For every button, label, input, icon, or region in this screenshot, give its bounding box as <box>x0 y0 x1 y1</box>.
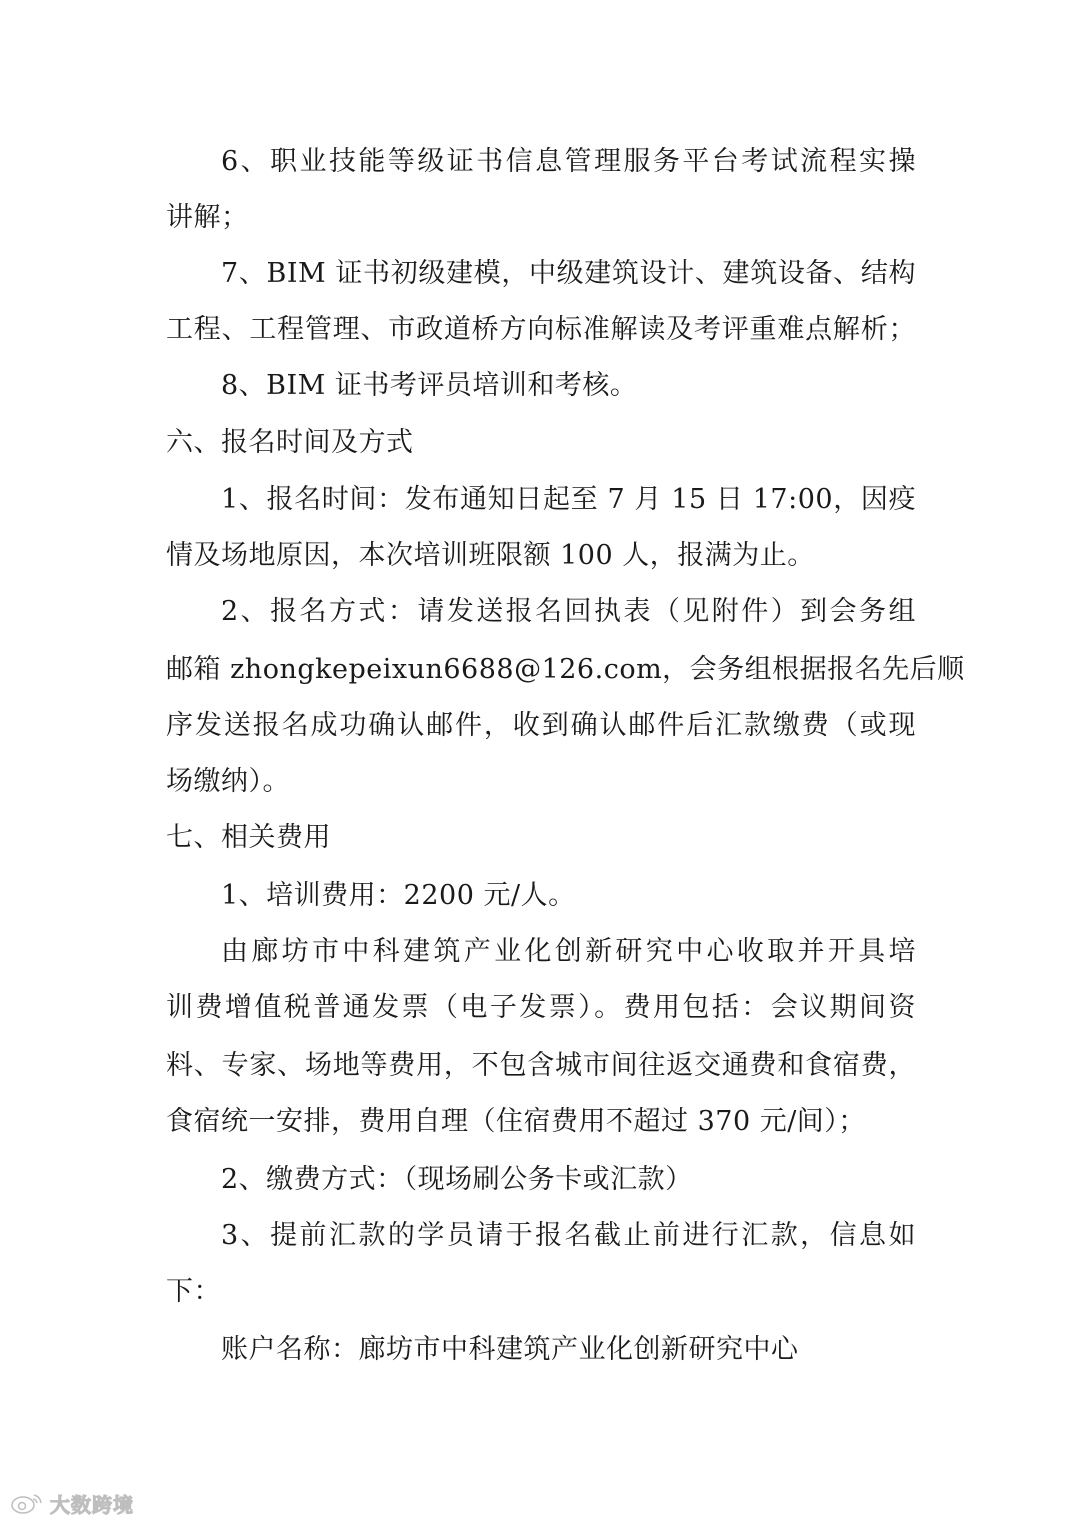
text-line-item6-cont: 讲解； <box>166 202 249 233</box>
text-line-registration-time-cont: 情及场地原因，本次培训班限额 100 人，报满为止。 <box>166 540 815 571</box>
text-line-registration-method: 2、报名方式：请发送报名回执表（见附件）到会务组 <box>221 596 916 627</box>
text-line-invoice-cont-2: 料、专家、场地等费用，不包含城市间往返交通费和食宿费， <box>166 1050 916 1081</box>
text-line-advance-payment: 3、提前汇款的学员请于报名截止前进行汇款，信息如 <box>221 1220 916 1251</box>
text-line-payment-method: 2、缴费方式：（现场刷公务卡或汇款） <box>221 1164 693 1195</box>
text-line-registration-email: 邮箱 zhongkepeixun6688@126.com，会务组根据报名先后顺 <box>166 654 965 685</box>
watermark <box>10 1488 134 1518</box>
section-heading-registration: 六、报名时间及方式 <box>166 427 414 458</box>
text-line-registration-time: 1、报名时间：发布通知日起至 7 月 15 日 17:00，因疫 <box>221 484 916 515</box>
text-line-registration-confirm: 序发送报名成功确认邮件，收到确认邮件后汇款缴费（或现 <box>166 710 916 741</box>
text-line-registration-onsite: 场缴纳）。 <box>166 766 290 797</box>
text-line-item6: 6、职业技能等级证书信息管理服务平台考试流程实操 <box>221 146 916 177</box>
section-heading-fees: 七、相关费用 <box>166 822 331 853</box>
text-line-item8: 8、BIM 证书考评员培训和考核。 <box>221 370 638 401</box>
text-line-item7-cont: 工程、工程管理、市政道桥方向标准解读及考评重难点解析； <box>166 314 916 345</box>
text-line-training-fee: 1、培训费用：2200 元/人。 <box>221 880 576 911</box>
text-line-advance-payment-cont: 下： <box>166 1276 221 1307</box>
watermark-text: 大数跨境 <box>50 1492 134 1517</box>
text-line-account-name: 账户名称：廊坊市中科建筑产业化创新研究中心 <box>221 1334 799 1365</box>
text-line-invoice-cont-1: 训费增值税普通发票（电子发票）。费用包括：会议期间资 <box>166 992 916 1023</box>
text-line-item7: 7、BIM 证书初级建模，中级建筑设计、建筑设备、结构 <box>221 258 916 289</box>
text-line-invoice: 由廊坊市中科建筑产业化创新研究中心收取并开具培 <box>221 936 916 967</box>
text-line-invoice-cont-3: 食宿统一安排，费用自理（住宿费用不超过 370 元/间）； <box>166 1106 866 1137</box>
weibo-style-logo-icon <box>10 1491 44 1515</box>
